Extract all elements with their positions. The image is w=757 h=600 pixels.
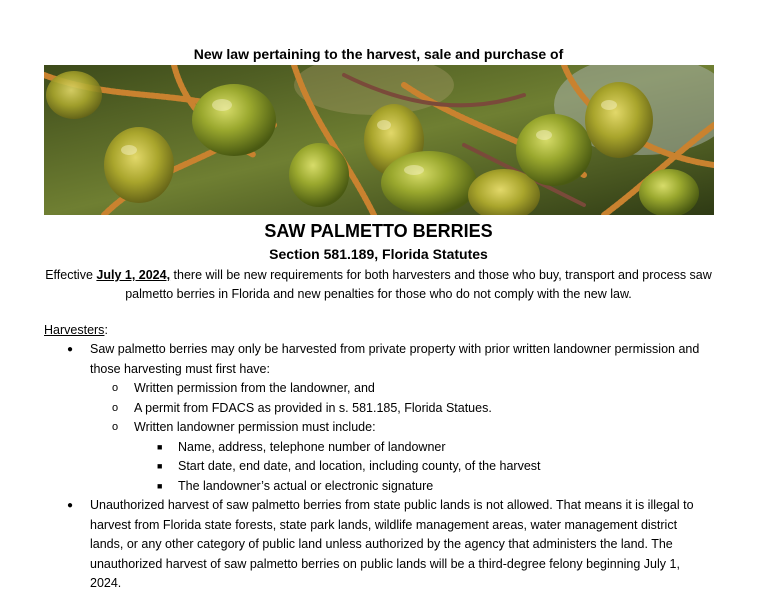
list-item: [0, 477, 757, 497]
bullet-icon: ●: [67, 344, 74, 355]
sub-sub-bullet-text: The landowner’s actual or electronic signature: [178, 478, 434, 493]
list-item: [0, 340, 710, 379]
list-item: [0, 438, 757, 458]
square-bullet-icon: ■: [157, 441, 163, 452]
circle-bullet-icon: o: [112, 401, 119, 414]
document-title: SAW PALMETTO BERRIES: [264, 221, 493, 241]
harvesters-label: Harvesters: [44, 323, 105, 337]
intro-after: there will be new requirements for both harvesters and those who buy, transport and process saw palmetto berries in Florida and new penalties for those who do not comply with the new law.: [125, 268, 712, 301]
effective-date: July 1, 2024,: [96, 268, 171, 282]
sub-sub-bullet-text: Name, address, telephone number of landowner: [178, 439, 446, 454]
sub-sub-bullet-text: Start date, end date, and location, including county, of the harvest: [178, 459, 541, 473]
bullet-text: Unauthorized harvest of saw palmetto berries from state public lands is not allowed. That means it is illegal to harvest from Florida state forests, state park lands, wildlife management areas, water management district lands, or any other category of public land unless authorized by the agency that administers the land. The unauthorized harvest of saw palmetto berries on public lands will be a third-degree felony beginning July 1, 2024.: [90, 498, 694, 590]
saw-palmetto-berries-photo: [44, 65, 714, 215]
sub-bullet-text: Written permission from the landowner, and: [134, 381, 375, 395]
top-heading: New law pertaining to the harvest, sale and purchase of: [193, 46, 564, 62]
statute-subtitle: Section 581.189, Florida Statutes: [269, 246, 488, 262]
bullet-text: Saw palmetto berries may only be harvested from private property with prior written landowner permission and those harvesting must first have:: [90, 342, 700, 376]
harvesters-colon: :: [104, 323, 108, 337]
bullet-icon: ●: [67, 500, 74, 511]
sub-bullet-text: A permit from FDACS as provided in s. 581.185, Florida Statues.: [134, 400, 492, 415]
intro-before: Effective: [45, 268, 97, 282]
circle-bullet-icon: o: [112, 421, 119, 433]
sub-bullet-text: Written landowner permission must include:: [134, 420, 376, 434]
harvesters-heading: [44, 321, 108, 339]
square-bullet-icon: ■: [157, 461, 163, 471]
intro-paragraph: [30, 266, 727, 304]
list-item: [0, 496, 710, 594]
list-item: [0, 457, 757, 477]
circle-bullet-icon: o: [112, 382, 119, 394]
list-item: [0, 399, 757, 419]
list-item: [0, 379, 757, 399]
square-bullet-icon: ■: [157, 480, 163, 491]
harvesters-list: [0, 340, 757, 594]
list-item: [0, 418, 757, 438]
